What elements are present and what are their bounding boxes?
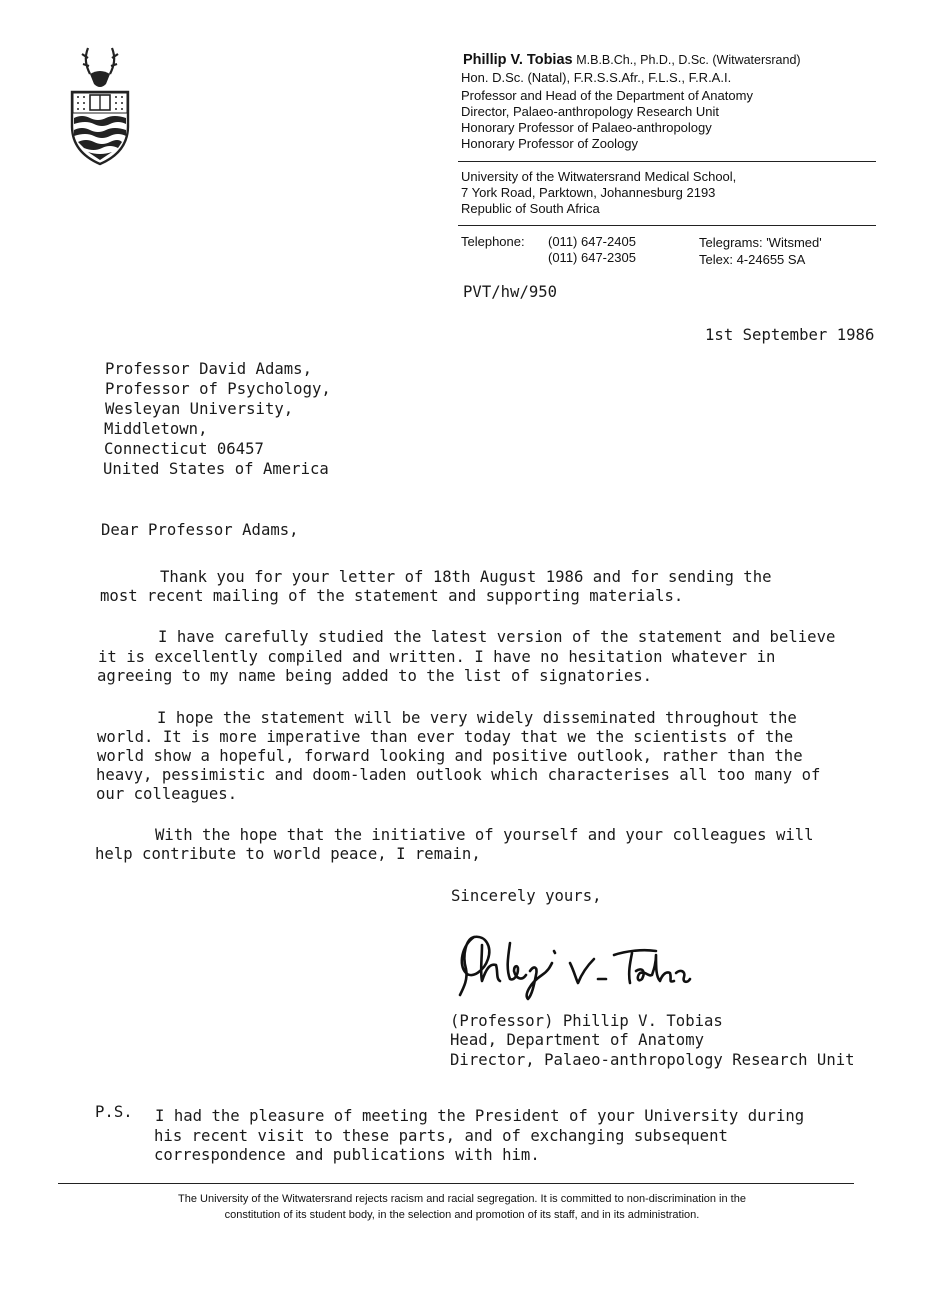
letterhead-divider	[458, 225, 876, 226]
recipient-line: Connecticut 06457	[104, 440, 264, 458]
ps-line: I had the pleasure of meeting the President of your University during	[155, 1107, 805, 1125]
recipient-line: Professor David Adams,	[105, 360, 312, 378]
signature-block-line: Head, Department of Anatomy	[450, 1031, 705, 1049]
handwritten-signature	[452, 925, 702, 1005]
letterhead-name: Phillip V. Tobias	[463, 52, 573, 68]
signature-block-line: (Professor) Phillip V. Tobias	[450, 1012, 723, 1030]
telegrams-line: Telegrams: 'Witsmed'	[699, 235, 822, 250]
telephone-label: Telephone:	[461, 234, 525, 249]
recipient-line: Middletown,	[104, 420, 208, 438]
letterhead-address-line: 7 York Road, Parktown, Johannesburg 2193	[461, 185, 716, 200]
salutation: Dear Professor Adams,	[101, 521, 299, 539]
recipient-line: Professor of Psychology,	[105, 380, 331, 398]
telephone-number: (011) 647-2305	[548, 250, 636, 265]
footer-line: constitution of its student body, in the selection and promotion of its staff, and in its administration.	[224, 1209, 700, 1221]
signature-block-line: Director, Palaeo-anthropology Research Unit	[450, 1051, 855, 1069]
recipient-line: United States of America	[103, 460, 329, 478]
telephone-number: (011) 647-2405	[548, 234, 636, 249]
letterhead-title: Director, Palaeo-anthropology Research Unit	[461, 104, 719, 119]
footer-line: The University of the Witwatersrand rejects racism and racial segregation. It is committed to non-discrimination in the	[178, 1193, 746, 1205]
reference-number: PVT/hw/950	[463, 283, 558, 301]
body-line: our colleagues.	[96, 785, 238, 803]
letterhead-degrees: M.B.B.Ch., Ph.D., D.Sc. (Witwatersrand)	[576, 53, 801, 67]
body-line: world. It is more imperative than ever today that we the scientists of the	[97, 728, 794, 746]
university-crest-logo	[64, 44, 136, 168]
body-line: With the hope that the initiative of yourself and your colleagues will	[155, 826, 814, 844]
body-line: Thank you for your letter of 18th August 1986 and for sending the	[160, 568, 772, 586]
letter-date: 1st September 1986	[705, 326, 875, 344]
letterhead-title: Professor and Head of the Department of Anatomy	[461, 88, 753, 103]
ps-label: P.S.	[95, 1103, 133, 1121]
telex-line: Telex: 4-24655 SA	[699, 252, 806, 267]
body-line: world show a hopeful, forward looking and positive outlook, rather than the	[97, 747, 803, 765]
body-line: I have carefully studied the latest version of the statement and believe	[158, 628, 836, 646]
body-line: I hope the statement will be very widely disseminated throughout the	[157, 709, 797, 727]
body-line: help contribute to world peace, I remain,	[95, 845, 481, 863]
recipient-line: Wesleyan University,	[105, 400, 294, 418]
letterhead-divider	[458, 161, 876, 162]
ps-line: correspondence and publications with him.	[154, 1146, 540, 1164]
letterhead-title: Honorary Professor of Palaeo-anthropology	[461, 120, 712, 135]
body-line: heavy, pessimistic and doom-laden outlook which characterises all too many of	[96, 766, 821, 784]
body-line: most recent mailing of the statement and supporting materials.	[100, 587, 684, 605]
letterhead-title: Hon. D.Sc. (Natal), F.R.S.S.Afr., F.L.S., F.R.A.I.	[461, 70, 732, 85]
letterhead-title: Honorary Professor of Zoology	[461, 136, 639, 151]
body-line: agreeing to my name being added to the list of signatories.	[97, 667, 653, 685]
footer-divider	[58, 1183, 854, 1184]
closing: Sincerely yours,	[451, 887, 602, 905]
letterhead-name-line	[463, 52, 801, 68]
ps-line: his recent visit to these parts, and of exchanging subsequent	[154, 1127, 728, 1145]
letterhead-address-line: University of the Witwatersrand Medical School,	[461, 169, 737, 184]
body-line: it is excellently compiled and written. I have no hesitation whatever in	[98, 648, 776, 666]
letterhead-address-line: Republic of South Africa	[461, 201, 600, 216]
